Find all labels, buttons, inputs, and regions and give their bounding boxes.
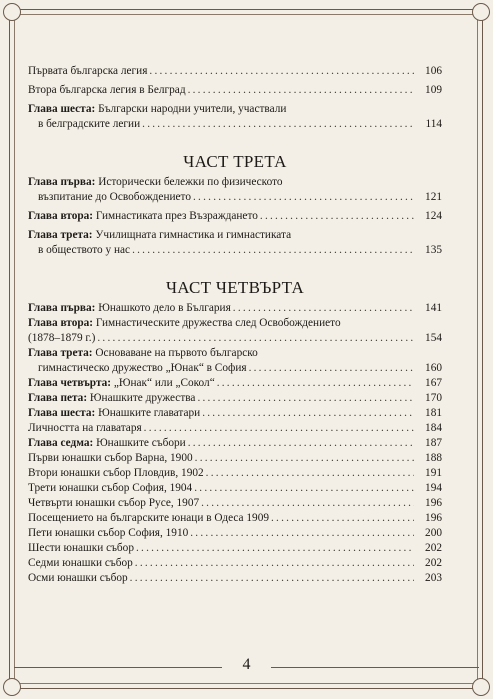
toc-entry-title: Личността на главатаря: [28, 422, 142, 434]
dot-leader: [201, 496, 414, 511]
toc-page-number: 170: [425, 392, 442, 404]
footer-divider: [271, 667, 479, 668]
toc-page-number: 135: [425, 244, 442, 256]
dot-leader: [233, 301, 414, 316]
dot-leader: [271, 511, 414, 526]
chapter-label: Глава пета:: [28, 392, 88, 404]
toc-entry-title: Юнашките главатари: [98, 407, 201, 419]
toc-entry-title: Втора българска легия в Белград: [28, 84, 186, 96]
toc-entry-title-cont: (1878–1879 г.): [28, 332, 96, 344]
toc-page-number: 114: [425, 118, 442, 130]
toc-entry: [28, 316, 442, 346]
part-heading: ЧАСТ ТРЕТА: [183, 152, 287, 171]
toc-entry-title: Четвърти юнашки събор Русе, 1907: [28, 497, 200, 509]
toc-entry: [28, 376, 442, 391]
toc-entry: [28, 421, 442, 436]
toc-entry-title: Училищната гимнастика и гимнастиката: [95, 229, 292, 241]
corner-ornament-icon: [472, 3, 490, 21]
toc-entry-title-cont: възпитание до Освобождението: [38, 191, 191, 203]
dot-leader: [136, 541, 414, 556]
toc-entry-title: Трети юнашки събор София, 1904: [28, 482, 193, 494]
toc-entry-title: Втори юнашки събор Пловдив, 1902: [28, 467, 204, 479]
dot-leader: [193, 190, 414, 205]
page-number: 4: [222, 656, 271, 674]
toc-entry: [28, 481, 442, 496]
toc-entry-title: Шести юнашки събор: [28, 542, 134, 554]
chapter-label: Глава втора:: [28, 317, 94, 329]
toc-entry: [28, 526, 442, 541]
chapter-label: Глава втора:: [28, 210, 94, 222]
dot-leader: [135, 556, 414, 571]
dot-leader: [194, 481, 414, 496]
dot-leader: [142, 117, 414, 132]
toc-page-number: 187: [425, 437, 442, 449]
toc-entry: [28, 83, 442, 98]
dot-leader: [132, 243, 414, 258]
toc-page-number: 188: [425, 452, 442, 464]
toc-entry: [28, 496, 442, 511]
toc-page-number: 141: [425, 302, 442, 314]
toc-entry-title: Гимнастическите дружества след Освобождението: [95, 317, 341, 329]
toc-entry-title: Основаване на първото българско: [95, 347, 258, 359]
dot-leader: [97, 331, 414, 346]
toc-entry-title: Юнашките дружества: [89, 392, 196, 404]
dot-leader: [217, 376, 414, 391]
chapter-label: Глава трета:: [28, 229, 93, 241]
chapter-label: Глава първа:: [28, 302, 96, 314]
toc-page-number: 181: [425, 407, 442, 419]
toc-entry-title-cont: в обществото у нас: [38, 244, 131, 256]
part-heading: ЧАСТ ЧЕТВЪРТА: [165, 278, 305, 297]
toc-entry-title: „Юнак“ или „Сокол“: [113, 377, 215, 389]
toc-page-number: 154: [425, 332, 442, 344]
toc-entry: [28, 301, 442, 316]
footer-divider: [14, 667, 222, 668]
toc-entry: [28, 64, 442, 79]
toc-page-number: 194: [425, 482, 442, 494]
toc-entry: [28, 346, 442, 376]
toc-entry-title: Гимнастиката през Възраждането: [95, 210, 258, 222]
dot-leader: [197, 391, 414, 406]
dot-leader: [190, 526, 414, 541]
toc-entry: [28, 466, 442, 481]
toc-entry-title: Осми юнашки събор: [28, 572, 128, 584]
table-of-contents: [28, 64, 442, 586]
chapter-label: Глава седма:: [28, 437, 94, 449]
toc-entry: [28, 406, 442, 421]
toc-entry: [28, 209, 442, 224]
dot-leader: [206, 466, 414, 481]
dot-leader: [130, 571, 414, 586]
toc-entry-title: Първи юнашки събор Варна, 1900: [28, 452, 193, 464]
dot-leader: [195, 451, 414, 466]
chapter-label: Глава трета:: [28, 347, 93, 359]
toc-entry: [28, 571, 442, 586]
toc-entry-title: Български народни учители, участвали: [98, 103, 287, 115]
dot-leader: [149, 64, 414, 79]
toc-entry-title: Посещението на българските юнаци в Одеса 1909: [28, 512, 269, 524]
toc-page-number: 202: [425, 557, 442, 569]
toc-page-number: 200: [425, 527, 442, 539]
toc-entry: [28, 451, 442, 466]
toc-entry-title: Седми юнашки събор: [28, 557, 133, 569]
toc-entry: [28, 175, 442, 205]
chapter-label: Глава шеста:: [28, 103, 96, 115]
dot-leader: [188, 436, 414, 451]
toc-page-number: 196: [425, 497, 442, 509]
toc-entry: [28, 556, 442, 571]
toc-entry-title: Исторически бележки по физическото: [98, 176, 283, 188]
toc-entry-title: Юнашките събори: [96, 437, 186, 449]
toc-page-number: 184: [425, 422, 442, 434]
toc-page-number: 203: [425, 572, 442, 584]
corner-ornament-icon: [3, 3, 21, 21]
corner-ornament-icon: [3, 678, 21, 696]
toc-page-number: 121: [425, 191, 442, 203]
chapter-label: Глава първа:: [28, 176, 96, 188]
toc-page-number: 191: [425, 467, 442, 479]
dot-leader: [249, 361, 414, 376]
toc-entry-title: Първата българска легия: [28, 65, 148, 77]
corner-ornament-icon: [472, 678, 490, 696]
toc-entry: [28, 436, 442, 451]
toc-entry: [28, 541, 442, 556]
toc-entry: [28, 102, 442, 132]
toc-page-number: 106: [425, 65, 442, 77]
toc-page-number: 109: [425, 84, 442, 96]
toc-page-number: 160: [425, 362, 442, 374]
chapter-label: Глава четвърта:: [28, 377, 112, 389]
toc-page-number: 196: [425, 512, 442, 524]
toc-entry: [28, 511, 442, 526]
toc-entry-title: Пети юнашки събор София, 1910: [28, 527, 189, 539]
toc-entry-title-cont: гимнастическо дружество „Юнак“ в София: [38, 362, 247, 374]
toc-entry: [28, 228, 442, 258]
toc-page-number: 202: [425, 542, 442, 554]
toc-page-number: 167: [425, 377, 442, 389]
toc-entry-title: Юнашкото дело в България: [98, 302, 231, 314]
dot-leader: [188, 83, 414, 98]
dot-leader: [260, 209, 414, 224]
toc-entry-title-cont: в белградските легии: [38, 118, 141, 130]
toc-entry: [28, 391, 442, 406]
toc-page-number: 124: [425, 210, 442, 222]
chapter-label: Глава шеста:: [28, 407, 96, 419]
dot-leader: [202, 406, 414, 421]
dot-leader: [144, 421, 414, 436]
